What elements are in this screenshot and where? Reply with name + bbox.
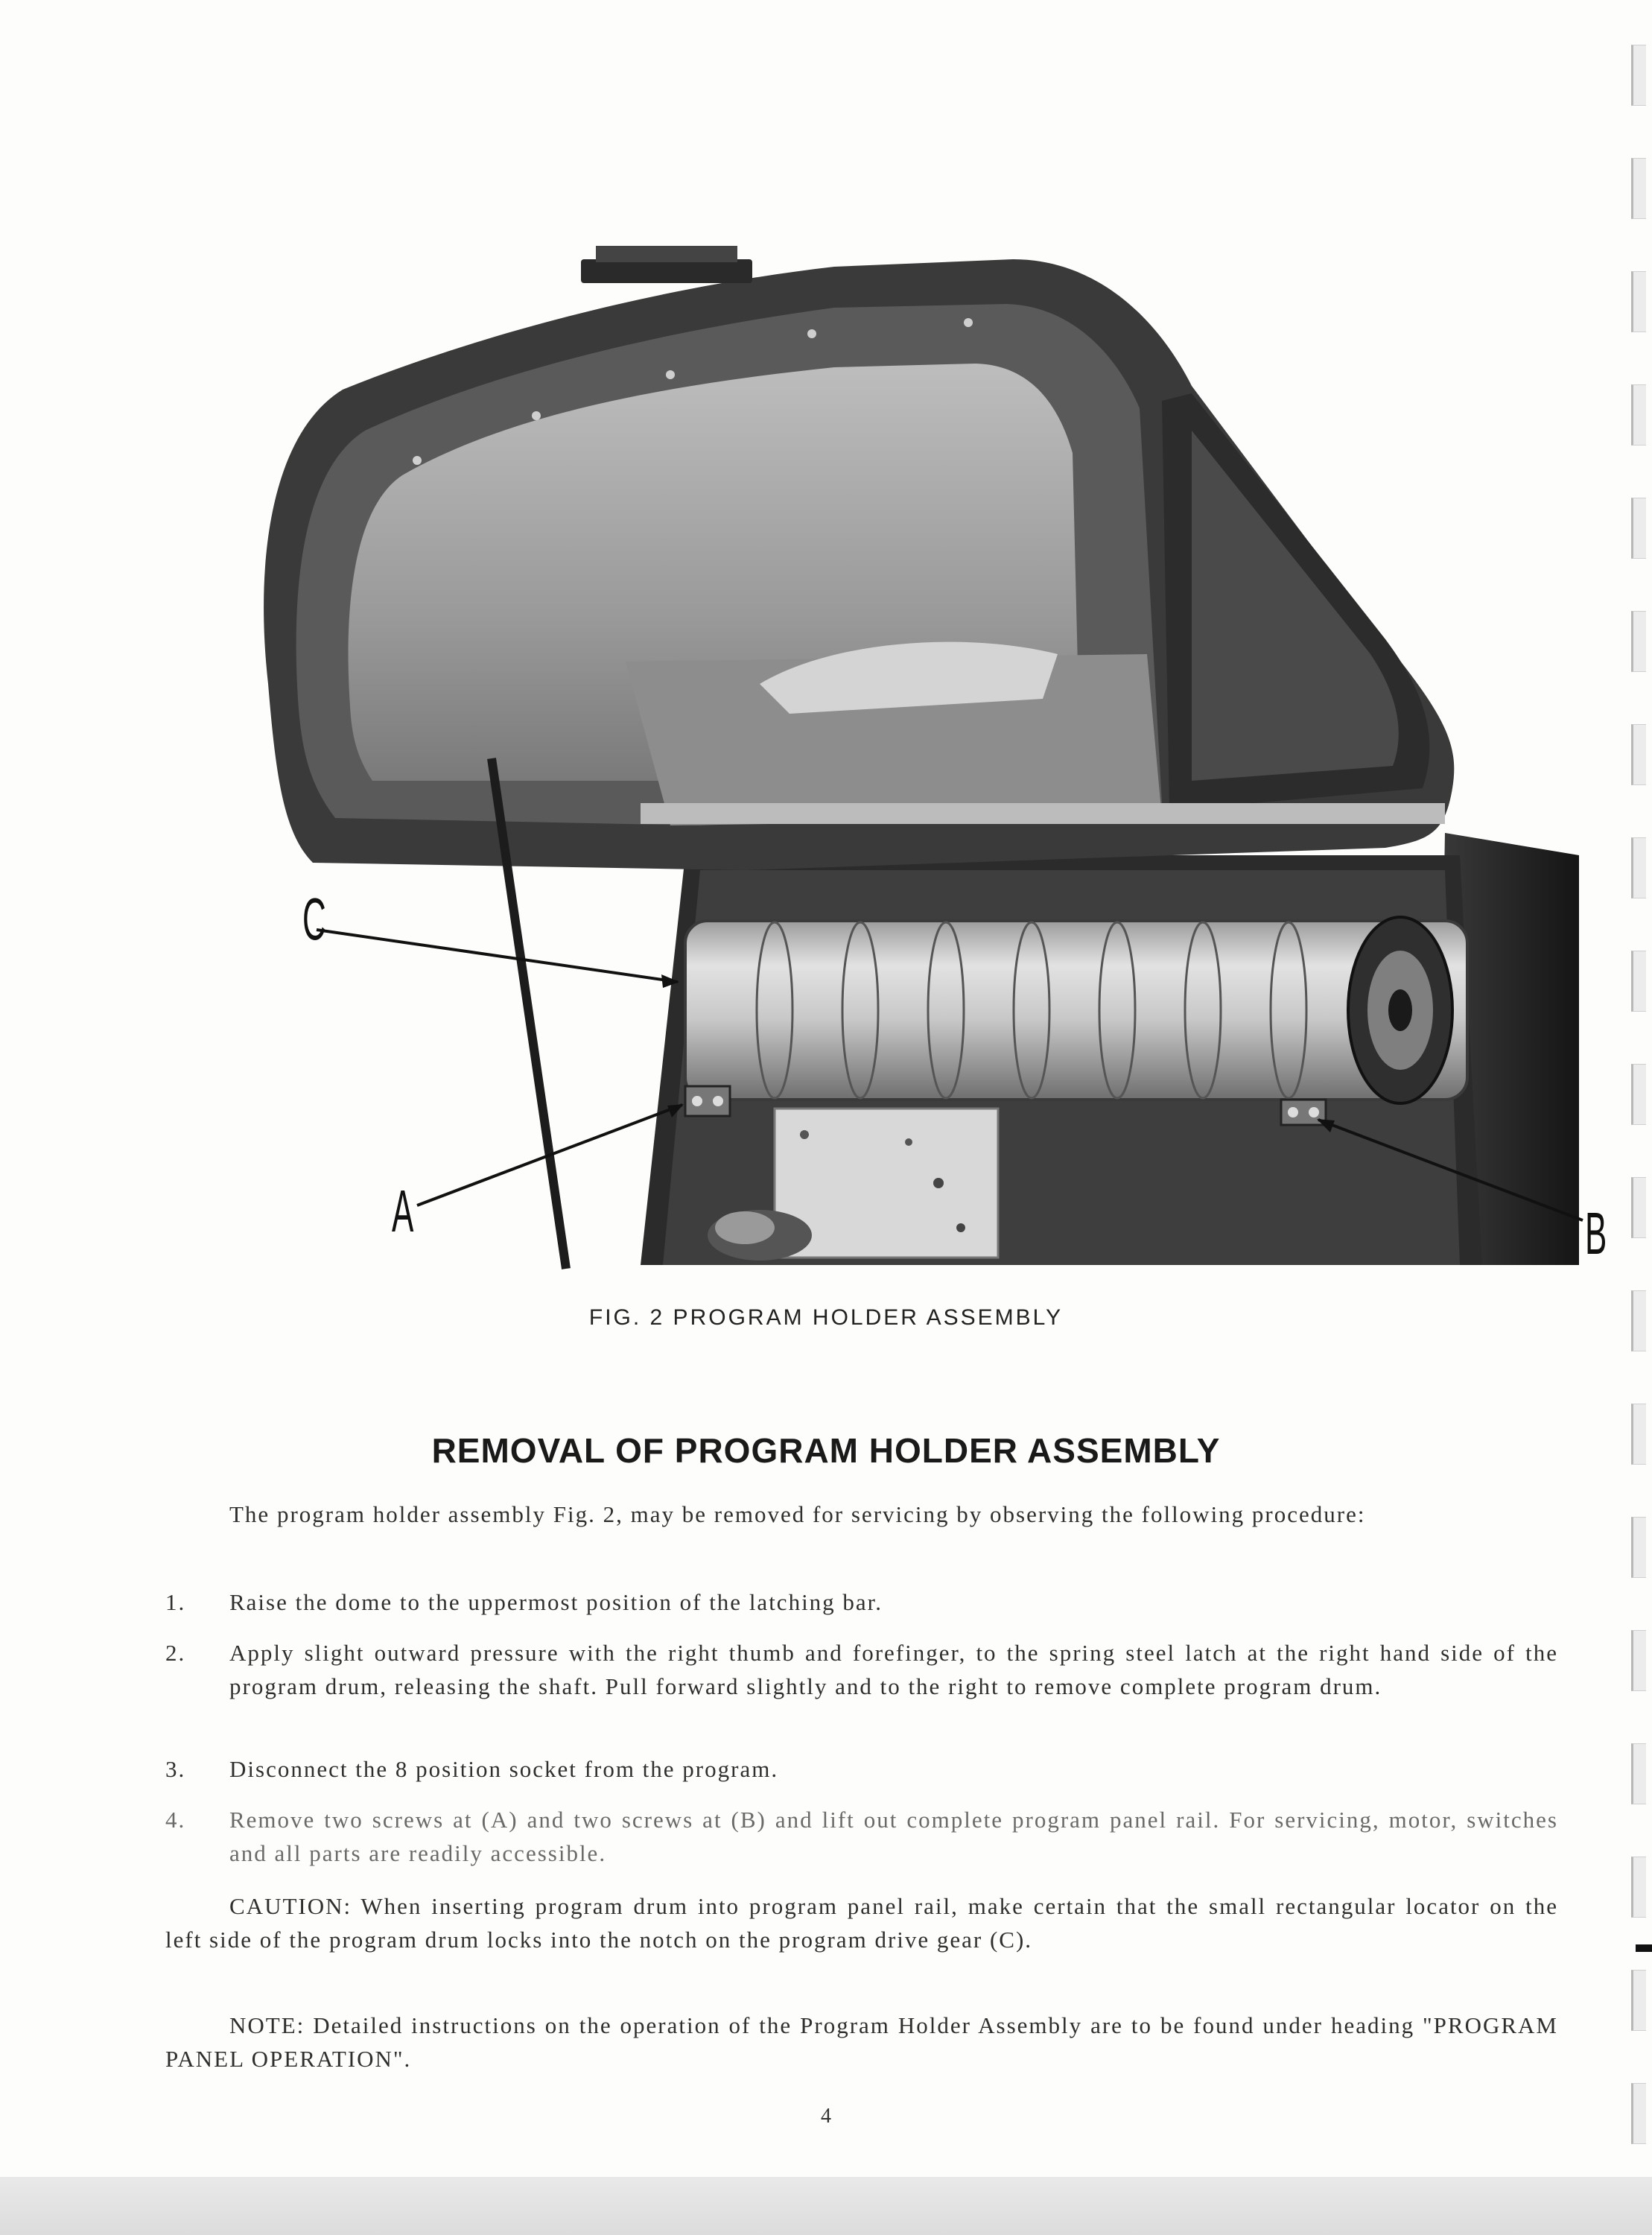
program-holder-figure	[223, 237, 1646, 1280]
binding-tab	[1631, 1630, 1646, 1691]
procedure-step	[165, 1636, 1558, 1703]
step-text: Apply slight outward pressure with the right thumb and forefinger, to the spring steel latch at the right hand side of the program drum, releasing the shaft. Pull forward slightly and to the right to remove complete program drum.	[229, 1640, 1558, 1699]
procedure-step	[165, 1585, 1558, 1619]
scan-bottom-strip	[0, 2177, 1652, 2235]
dome-hinge-bar	[641, 803, 1445, 824]
panel-screw	[905, 1138, 912, 1146]
screw-a	[713, 1096, 723, 1106]
step-text: Disconnect the 8 position socket from the program.	[229, 1756, 779, 1782]
dome-handle	[581, 259, 752, 283]
leader-line-c	[317, 930, 678, 982]
panel-screw	[956, 1223, 965, 1232]
dome-handle-grip	[596, 246, 737, 262]
step-number: 1.	[165, 1589, 186, 1615]
rivet	[964, 318, 973, 327]
leader-line-a	[417, 1105, 682, 1205]
step-number: 3.	[165, 1756, 186, 1782]
binding-tab	[1631, 1517, 1646, 1578]
rivet	[666, 370, 675, 379]
panel-screw	[933, 1178, 944, 1188]
note-paragraph: NOTE: Detailed instructions on the operation of the Program Holder Assembly are to be found under heading "PROGRAM PANEL OPERATION".	[165, 2012, 1558, 2072]
step-number: 2.	[165, 1640, 186, 1666]
gear-shaft	[1388, 989, 1412, 1031]
caution-paragraph: CAUTION: When inserting program drum into program panel rail, make certain that the small rectangular locator on the left side of the program drum locks into the notch on the program drive gear (C).	[165, 1893, 1558, 1953]
panel-screw	[800, 1130, 809, 1139]
section-heading: REMOVAL OF PROGRAM HOLDER ASSEMBLY	[431, 1431, 1221, 1470]
rivet	[807, 329, 816, 338]
motor-cap	[715, 1211, 775, 1244]
binding-tab	[1631, 1743, 1646, 1804]
binding-tab	[1631, 1857, 1646, 1918]
binding-tab	[1631, 45, 1646, 106]
callout-label-c: C	[302, 886, 326, 952]
step-number: 4.	[165, 1807, 186, 1833]
rivet	[532, 411, 541, 420]
binding-tab	[1631, 158, 1646, 219]
dome-right-window	[1192, 431, 1399, 781]
figure-caption: FIG. 2 PROGRAM HOLDER ASSEMBLY	[588, 1305, 1064, 1330]
callout-label-a: A	[392, 1178, 414, 1244]
procedure-step	[165, 1752, 1558, 1786]
binding-tab	[1631, 1970, 1646, 2031]
page-number: 4	[821, 2105, 831, 2128]
program-holder-illustration	[223, 237, 1646, 1280]
callout-label-b: B	[1585, 1200, 1607, 1266]
screw-a	[692, 1096, 702, 1106]
step-text: Remove two screws at (A) and two screws at (B) and lift out complete program panel rail. For servicing, motor, switches and all parts are readily accessible.	[229, 1807, 1558, 1866]
binding-mark	[1636, 1944, 1652, 1952]
screw-b	[1309, 1107, 1319, 1118]
procedure-step	[165, 1803, 1558, 1870]
rivet	[413, 456, 422, 465]
intro-paragraph: The program holder assembly Fig. 2, may be removed for servicing by observing the following procedure:	[229, 1501, 1366, 1527]
screw-b	[1288, 1107, 1298, 1118]
step-text: Raise the dome to the uppermost position of the latching bar.	[229, 1589, 883, 1615]
